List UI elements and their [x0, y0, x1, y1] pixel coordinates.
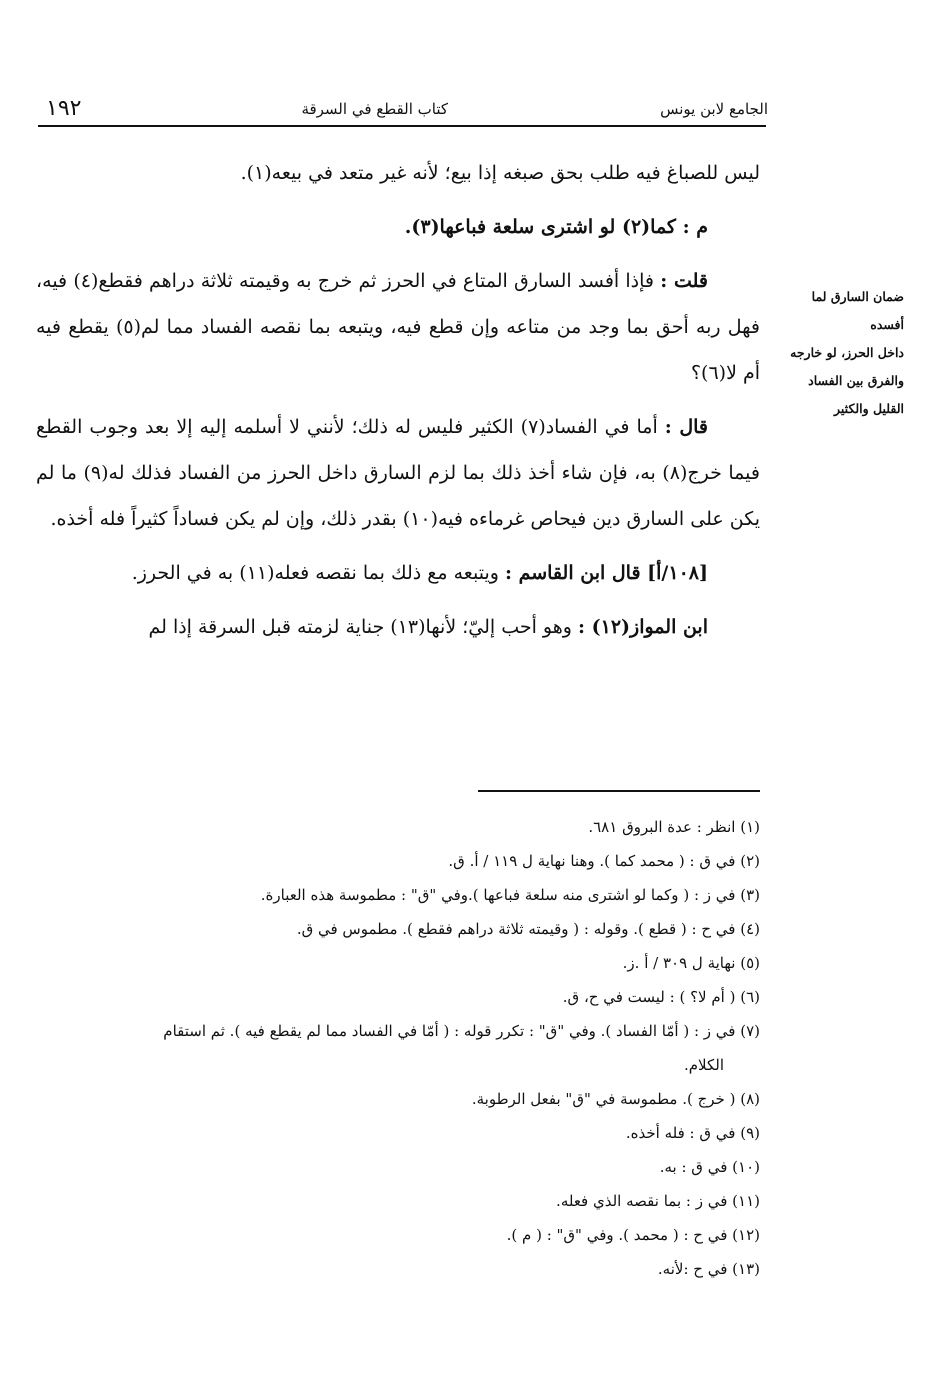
paragraph-text: فإذا أفسد السارق المتاع في الحرز ثم خرج به وقيمته ثلاثة دراهم فقطع(٤) فيه، فهل ربه أحق بما وجد من متاعه وإن قطع فيه، ويتبعه بما نقصه الفساد مما لم(٥) يقطع فيه أم لا(٦)؟: [36, 270, 760, 384]
paragraph: [36, 550, 760, 596]
footnote-continuation-text: الكلام.: [683, 1056, 724, 1074]
paragraph-text: م : كما(٢) لو اشترى سلعة فباعها(٣).: [404, 216, 708, 238]
paragraph-lead: ابن المواز(١٢) :: [577, 616, 708, 638]
header-chapter-title: كتاب القطع في السرقة: [301, 100, 448, 118]
header-book-title: الجامع لابن يونس: [660, 100, 768, 118]
margin-note-line: والفرق بين الفساد: [808, 373, 904, 388]
margin-note-line: ضمان السارق لما أفسده: [811, 289, 904, 332]
footnote: (١٢) في ح : ( محمد ). وفي "ق" : ( م ).: [506, 1226, 760, 1244]
footnote: (١) انظر : عدة البروق ٦٨١.: [588, 818, 760, 836]
footnote: (٢) في ق : ( محمد كما ). وهنا نهاية ل ١١٩ / أ. ق.: [448, 852, 760, 870]
footnote: (٨) ( خرج ). مطموسة في "ق" بفعل الرطوبة.: [471, 1090, 760, 1108]
paragraph-lead: قال :: [664, 416, 709, 438]
margin-note: [778, 283, 904, 423]
paragraph: [36, 404, 760, 542]
margin-note-line: القليل والكثير: [834, 401, 904, 416]
footnote: (٧) في ز : ( أمّا الفساد ). وفي "ق" : تكرر قوله : ( أمّا في الفساد مما لم يقطع فيه ). ثم استقام: [163, 1022, 760, 1040]
margin-note-line: داخل الحرز، لو خارجه: [790, 345, 904, 360]
footnotes: [36, 810, 760, 1286]
footnote: (٥) نهاية ل ٣٠٩ / أ .ز.: [622, 954, 760, 972]
header-divider: [38, 125, 766, 127]
paragraph: [36, 604, 760, 650]
paragraph: [36, 204, 760, 250]
footnote: (١٣) في ح :لأنه.: [657, 1260, 760, 1278]
footnote: (٩) في ق : فله أخذه.: [625, 1124, 760, 1142]
footnote: (١١) في ز : بما نقصه الذي فعله.: [556, 1192, 760, 1210]
paragraph: [36, 150, 760, 196]
paragraph-lead: [١٠٨/أ] قال ابن القاسم :: [504, 562, 708, 584]
footnote: (٦) ( أم لا؟ ) : ليست في ح، ق.: [562, 988, 760, 1006]
running-header: [38, 96, 768, 126]
footnote-divider: [478, 790, 760, 792]
footnote: (١٠) في ق : به.: [659, 1158, 760, 1176]
paragraph-text: ويتبعه مع ذلك بما نقصه فعله(١١) به في الحرز.: [131, 562, 499, 584]
paragraph-text: وهو أحب إليّ؛ لأنها(١٣) جناية لزمته قبل السرقة إذا لم: [148, 616, 572, 638]
paragraph-text: أما في الفساد(٧) الكثير فليس له ذلك؛ لأنني لا أسلمه إليه إلا بعد وجوب القطع فيما خرج(٨) به، فإن شاء أخذ ذلك بما لزم السارق داخل الحرز من الفساد فذلك له(٩) ما لم يكن على السارق دين فيحاص غرماءه فيه(١٠) بقدر ذلك، وإن لم يكن فساداً كثيراً فله أخذه.: [36, 416, 760, 530]
page-number: ١٩٢: [46, 96, 82, 121]
paragraph-text: ليس للصباغ فيه طلب بحق صبغه إذا بيع؛ لأنه غير متعد في بيعه(١).: [240, 162, 760, 184]
footnote-continuation: [36, 1048, 760, 1082]
paragraph-lead: قلت :: [660, 270, 708, 292]
paragraph: [36, 258, 760, 396]
footnote: (٤) في ح : ( قطع ). وقوله : ( وقيمته ثلاثة دراهم فقطع ). مطموس في ق.: [296, 920, 760, 938]
footnote: (٣) في ز : ( وكما لو اشترى منه سلعة فباعها ).وفي "ق" : مطموسة هذه العبارة.: [260, 886, 760, 904]
main-text: [36, 150, 760, 658]
